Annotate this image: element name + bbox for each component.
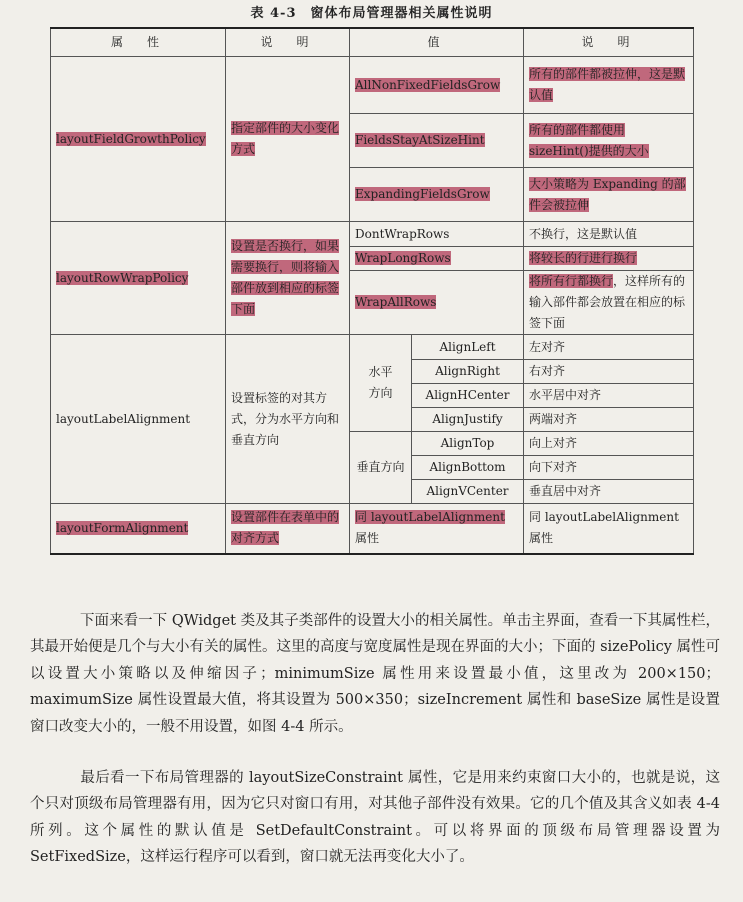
table-row (51, 57, 694, 114)
value-name: WrapLongRows (355, 251, 451, 265)
header-value: 值 (350, 28, 524, 57)
value-cell (412, 384, 524, 408)
value-cell (412, 480, 524, 504)
value-desc-cell (524, 480, 694, 504)
table-row (51, 504, 694, 554)
value-desc: 同 layoutLabelAlignment 属性 (529, 510, 679, 546)
property-desc: 设置部件在表单中的对齐方式 (231, 510, 340, 546)
property-cell (51, 57, 226, 222)
header-value-desc: 说 明 (524, 28, 694, 57)
value-desc-cell (524, 384, 694, 408)
property-desc: 指定部件的大小变化方式 (231, 121, 340, 156)
value-cell (350, 114, 524, 168)
value-name: AllNonFixedFieldsGrow (355, 77, 501, 92)
property-cell (51, 504, 226, 554)
paragraph-text: 下面来看一下 QWidget 类及其子类部件的设置大小的相关属性。单击主界面，查看一下其属性栏，其最开始便是几个与大小有关的属性。这里的高度与宽度属性是现在界面的大小；下面的 sizePolicy 属性可以设置大小策略以及伸缩因子；minimumSize 属性用来设置最小值，这里改为 200×150；maximumSize 属性设置最大值，将其设置为 500×350；sizeIncrement 属性和 baseSize 属性是设置窗口改变大小的，一般不用设置，如图 4-4 所示。 (30, 613, 720, 735)
paragraph (30, 765, 720, 871)
property-cell (51, 222, 226, 335)
value-name: AlignVCenter (426, 484, 509, 498)
value-desc-cell (524, 222, 694, 247)
property-name: layoutRowWrapPolicy (56, 270, 189, 285)
value-desc-cell (524, 456, 694, 480)
value-desc-cell (524, 360, 694, 384)
value-desc-cell (524, 247, 694, 271)
value-desc-cell (524, 271, 694, 335)
value-desc-cell (524, 168, 694, 222)
value-cell (412, 456, 524, 480)
value-desc: 将较长的行进行换行 (529, 251, 638, 265)
value-name: AlignTop (440, 436, 495, 450)
horizontal-group-label: 水平方向 (368, 365, 393, 400)
value-desc: 向上对齐 (529, 436, 578, 450)
value-cell (350, 222, 524, 247)
table-row (51, 335, 694, 360)
vertical-group-label: 垂直方向 (356, 460, 405, 474)
value-cell (350, 247, 524, 271)
value-cell (350, 271, 524, 335)
value-desc: 垂直居中对齐 (529, 484, 602, 498)
table-caption: 表 4-3 窗体布局管理器相关属性说明 (250, 6, 493, 21)
property-table (50, 27, 694, 555)
property-cell (51, 335, 226, 504)
property-desc: 设置是否换行，如果需要换行，则将输入部件放到相应的标签下面 (231, 239, 340, 316)
value-desc: 两端对齐 (529, 412, 578, 426)
value-desc-cell (524, 335, 694, 360)
value-cell (350, 57, 524, 114)
value-name: AlignJustify (432, 412, 503, 426)
value-desc: 大小策略为 Expanding 的部件会被拉伸 (529, 176, 686, 212)
value-desc-cell (524, 432, 694, 456)
table-row (51, 222, 694, 247)
value-desc-rest: ，这样所有的输入部件都会放置在相应的标签下面 (529, 274, 686, 330)
value-name: AlignBottom (429, 460, 506, 474)
desc-cell (226, 222, 350, 335)
value-desc: 右对齐 (529, 364, 566, 378)
desc-cell (226, 504, 350, 554)
value-cell (412, 335, 524, 360)
value-desc: 所有的部件都使用 sizeHint()提供的大小 (529, 122, 649, 158)
value-name: AlignHCenter (425, 388, 510, 402)
paragraph (30, 608, 720, 740)
paragraph-text: 最后看一下布局管理器的 layoutSizeConstraint 属性，它是用来约束窗口大小的，也就是说，这个只对顶级布局管理器有用，因为它只对窗口有用，对其他子部件没有效果。它的几个值及其含义如表 4-4 所列。这个属性的默认值是 SetDefaultConstraint。可以将界面的顶级布局管理器设置为 SetFixedSize，这样运行程序可以看到，窗口就无法再变化大小了。 (30, 770, 720, 866)
value-cell (412, 432, 524, 456)
value-desc-highlight: 将所有行都换行 (529, 274, 614, 288)
group-cell (350, 432, 412, 504)
header-property: 属 性 (51, 28, 226, 57)
value-desc-cell (524, 504, 694, 554)
value-desc-cell (524, 114, 694, 168)
property-desc: 设置标签的对其方式，分为水平方向和垂直方向 (231, 390, 340, 447)
value-desc: 向下对齐 (529, 460, 578, 474)
value-cell (350, 504, 524, 554)
value-name: WrapAllRows (355, 295, 437, 309)
property-name: layoutFormAlignment (56, 520, 189, 535)
property-name: layoutLabelAlignment (56, 411, 191, 426)
value-desc: 水平居中对齐 (529, 388, 602, 402)
value-desc-cell (524, 57, 694, 114)
value-desc: 所有的部件都被拉伸，这是默认值 (529, 67, 686, 102)
value-desc: 左对齐 (529, 339, 566, 354)
group-cell (350, 335, 412, 432)
value-name-rest: 属性 (355, 531, 380, 546)
value-cell (412, 360, 524, 384)
value-desc: 不换行，这是默认值 (529, 226, 638, 241)
desc-cell (226, 335, 350, 504)
property-name: layoutFieldGrowthPolicy (56, 131, 206, 146)
value-name: AlignRight (435, 364, 500, 378)
value-name: AlignLeft (439, 339, 496, 354)
value-cell (412, 408, 524, 432)
table-header-row (51, 28, 694, 57)
value-cell (350, 168, 524, 222)
value-name: DontWrapRows (355, 226, 450, 241)
header-desc: 说 明 (226, 28, 350, 57)
value-name: ExpandingFieldsGrow (355, 187, 490, 201)
value-name-highlight: 同 layoutLabelAlignment (355, 510, 505, 525)
desc-cell (226, 57, 350, 222)
value-desc-cell (524, 408, 694, 432)
value-name: FieldsStayAtSizeHint (355, 133, 485, 147)
